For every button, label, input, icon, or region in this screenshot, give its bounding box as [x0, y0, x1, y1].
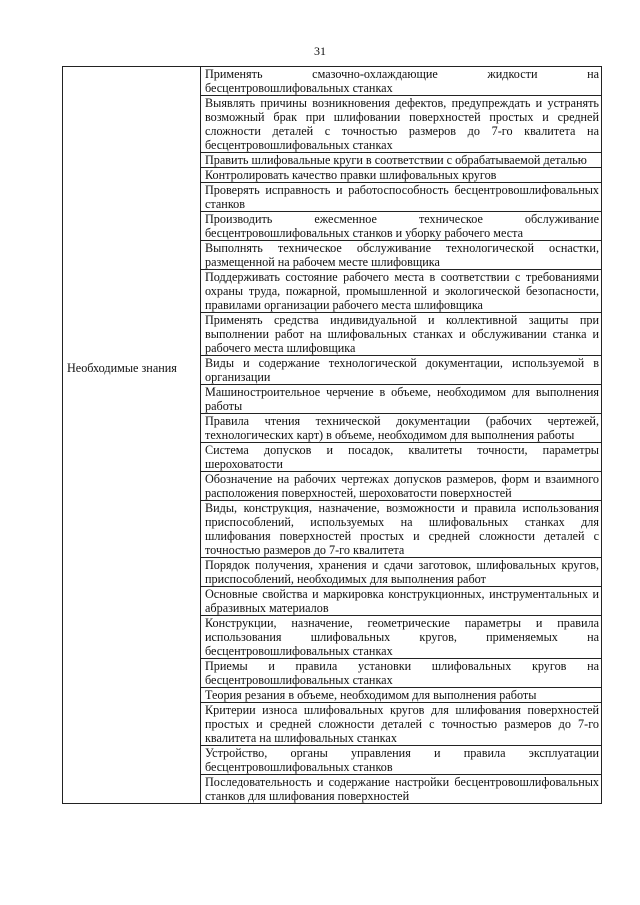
- knowledge-label: Необходимые знания: [67, 360, 177, 375]
- knowledge-item: Обозначение на рабочих чертежах допусков размеров, форм и взаимного расположения поверхностей, шероховатости поверхностей: [201, 472, 602, 501]
- requirements-table-body: [63, 67, 602, 804]
- skill-row: [63, 67, 602, 96]
- page-number: 31: [314, 44, 326, 58]
- knowledge-item: Конструкции, назначение, геометрические параметры и правила использования шлифовальных кругов, применяемых на бесцентровошлифовальных станках: [201, 616, 602, 659]
- skill-item: Проверять исправность и работоспособность бесцентровошлифовальных станков: [201, 183, 602, 212]
- knowledge-item: Виды, конструкция, назначение, возможности и правила использования приспособлений, используемых на шлифовальных станках для шлифования поверхностей простых и средней сложности деталей с точностью размеров до 7-го квалитета: [201, 501, 602, 558]
- knowledge-item: Правила чтения технической документации (рабочих чертежей, технологических карт) в объеме, необходимом для выполнения работы: [201, 414, 602, 443]
- knowledge-item: Система допусков и посадок, квалитеты точности, параметры шероховатости: [201, 443, 602, 472]
- knowledge-item: Машиностроительное черчение в объеме, необходимом для выполнения работы: [201, 385, 602, 414]
- knowledge-item: Критерии износа шлифовальных кругов для шлифования поверхностей простых и средней сложности деталей с точностью размеров до 7-го квалитета на шлифовальных станках: [201, 703, 602, 746]
- skill-item: Применять средства индивидуальной и коллективной защиты при выполнении работ на шлифовальных станках и обслуживании станка и рабочего места шлифовщика: [201, 313, 602, 356]
- skill-item: Применять смазочно-охлаждающие жидкости на бесцентровошлифовальных станках: [201, 67, 602, 96]
- skill-item: Производить ежесменное техническое обслуживание бесцентровошлифовальных станков и уборку рабочего места: [201, 212, 602, 241]
- skill-item: Контролировать качество правки шлифовальных кругов: [201, 168, 602, 183]
- knowledge-item: Порядок получения, хранения и сдачи заготовок, шлифовальных кругов, приспособлений, необходимых для выполнения работ: [201, 558, 602, 587]
- knowledge-item: Основные свойства и маркировка конструкционных, инструментальных и абразивных материалов: [201, 587, 602, 616]
- knowledge-item: Последовательность и содержание настройки бесцентровошлифовальных станков для шлифования поверхностей: [201, 775, 602, 804]
- requirements-table: [62, 66, 602, 804]
- skill-item: Поддерживать состояние рабочего места в соответствии с требованиями охраны труда, пожарной, промышленной и экологической безопасности, правилами организации рабочего места шлифовщика: [201, 270, 602, 313]
- knowledge-item: Приемы и правила установки шлифовальных кругов на бесцентровошлифовальных станках: [201, 659, 602, 688]
- knowledge-item: Теория резания в объеме, необходимом для выполнения работы: [201, 688, 602, 703]
- skills-label-cell: [63, 67, 201, 356]
- skill-item: Выполнять техническое обслуживание технологической оснастки, размещенной на рабочем месте шлифовщика: [201, 241, 602, 270]
- knowledge-label-cell: [63, 356, 201, 804]
- knowledge-item: Виды и содержание технологической документации, используемой в организации: [201, 356, 602, 385]
- skill-item: Править шлифовальные круги в соответствии с обрабатываемой деталью: [201, 153, 602, 168]
- knowledge-row: [63, 356, 602, 385]
- skill-item: Выявлять причины возникновения дефектов, предупреждать и устранять возможный брак при шлифовании поверхностей простых и средней сложности деталей с точностью размеров до 7-го квалитета на бесцентровошлифовальных станках: [201, 96, 602, 153]
- knowledge-item: Устройство, органы управления и правила эксплуатации бесцентровошлифовальных станков: [201, 746, 602, 775]
